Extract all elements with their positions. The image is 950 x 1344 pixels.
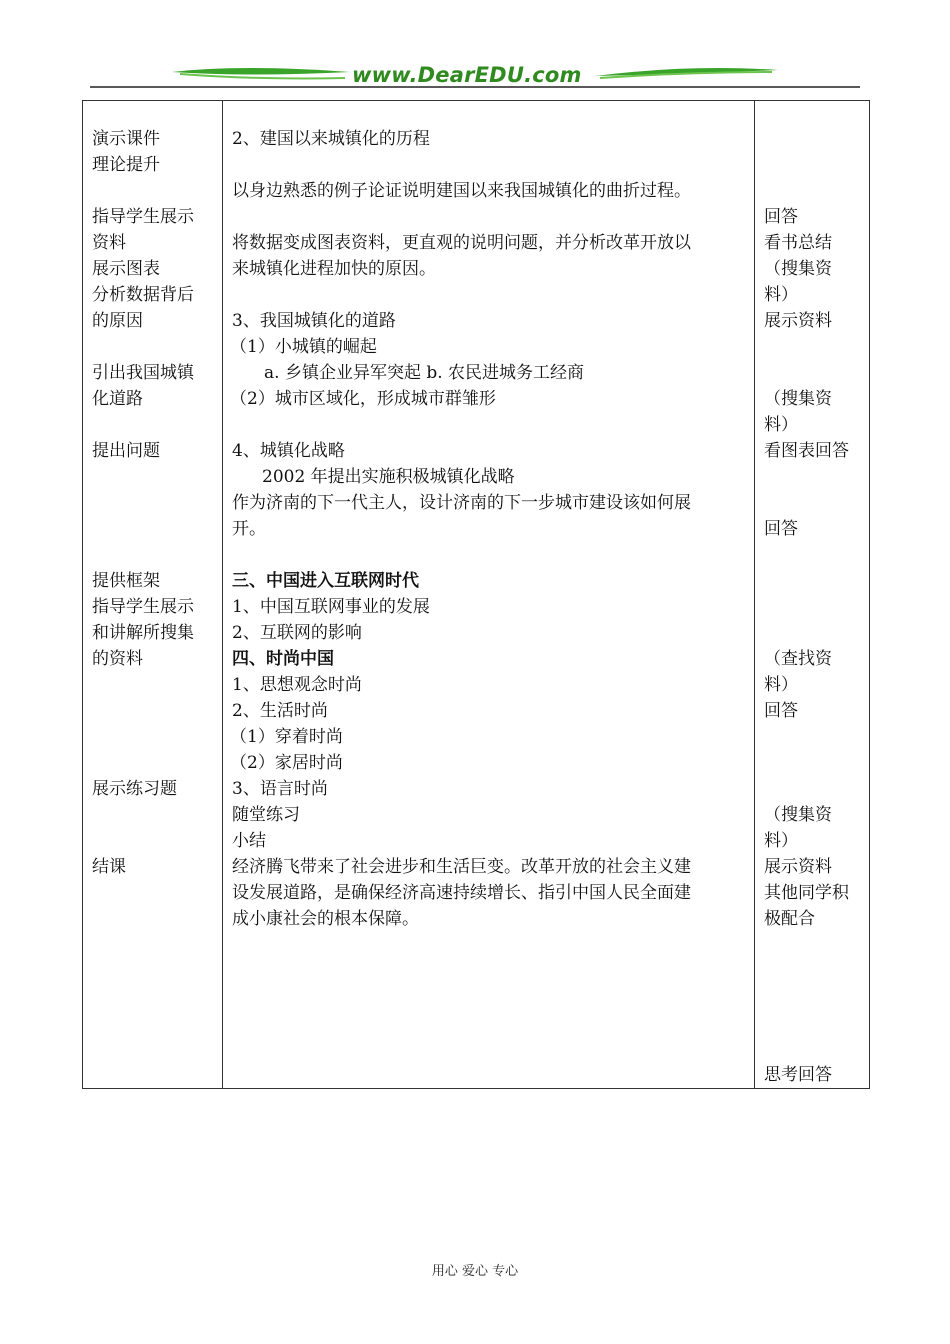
content-line: 随堂练习 [232,805,300,825]
student-line: 极配合 [764,909,815,929]
section-heading: 三、中国进入互联网时代 [232,571,419,591]
content-line: 作为济南的下一代主人，设计济南的下一步城市建设该如何展 [232,493,691,513]
activity-line: 引出我国城镇 [92,363,194,383]
content-line: 来城镇化进程加快的原因。 [232,259,436,279]
student-line: 回答 [764,207,798,227]
content-line: 成小康社会的根本保障。 [232,909,419,929]
content-line: 将数据变成图表资料，更直观的说明问题，并分析改革开放以 [232,233,691,253]
content-line: 2、生活时尚 [232,701,328,721]
activity-line: 和讲解所搜集 [92,623,194,643]
section-heading: 四、时尚中国 [232,649,334,669]
content-line: 2、建国以来城镇化的历程 [232,129,430,149]
student-line: 料） [764,831,798,851]
student-line: （搜集资 [764,805,832,825]
activity-line: 理论提升 [92,155,160,175]
content-cell [223,101,755,1089]
activity-line: 的资料 [92,649,143,669]
content-line: a. 乡镇企业异军突起 b. 农民进城务工经商 [264,363,585,383]
activity-line: 的原因 [92,311,143,331]
student-line: 其他同学积 [764,883,849,903]
content-line: 经济腾飞带来了社会进步和生活巨变。改革开放的社会主义建 [232,857,691,877]
content-line: 3、语言时尚 [232,779,328,799]
table-row [83,101,870,1089]
content-line: （2）城市区域化，形成城市群雏形 [230,389,496,409]
page-footer: 用心 爱心 专心 [431,1264,519,1279]
content-line: 小结 [232,831,266,851]
activity-line: 指导学生展示 [92,207,194,227]
content-line: 1、思想观念时尚 [232,675,362,695]
content-line: （1）穿着时尚 [230,727,343,747]
content-line: 2、互联网的影响 [232,623,362,643]
activity-line: 展示练习题 [92,779,177,799]
student-line: 思考回答 [764,1065,832,1085]
content-line: 以身边熟悉的例子论证说明建国以来我国城镇化的曲折过程。 [232,181,691,201]
activity-line: 提出问题 [92,441,160,461]
student-line: （查找资 [764,649,832,669]
activity-line: 提供框架 [92,571,160,591]
content-line: 1、中国互联网事业的发展 [232,597,430,617]
student-line: 料） [764,675,798,695]
activity-line: 指导学生展示 [92,597,194,617]
student-activity-cell [755,101,870,1089]
activity-line: 演示课件 [92,129,160,149]
student-line: 展示资料 [764,311,832,331]
student-line: 看图表回答 [764,441,849,461]
lesson-plan-table [82,100,870,1089]
student-line: 回答 [764,519,798,539]
activity-line: 分析数据背后 [92,285,194,305]
page-header [0,0,950,100]
content-line: 4、城镇化战略 [232,441,345,461]
student-line: （搜集资 [764,259,832,279]
student-line: 回答 [764,701,798,721]
student-line: 看书总结 [764,233,832,253]
content-line: （1）小城镇的崛起 [230,337,377,357]
student-line: 展示资料 [764,857,832,877]
activity-line: 化道路 [92,389,143,409]
content-line: 开。 [232,519,266,539]
activity-line: 结课 [92,857,126,877]
student-line: 料） [764,415,798,435]
content-line: （2）家居时尚 [230,753,343,773]
student-line: （搜集资 [764,389,832,409]
activity-line: 资料 [92,233,126,253]
site-logo: www.DearEDU.com [352,63,582,87]
activity-line: 展示图表 [92,259,160,279]
content-line: 3、我国城镇化的道路 [232,311,396,331]
teacher-activity-cell [83,101,223,1089]
student-line: 料） [764,285,798,305]
content-line: 2002 年提出实施积极城镇化战略 [262,467,515,487]
content-line: 设发展道路，是确保经济高速持续增长、指引中国人民全面建 [232,883,691,903]
